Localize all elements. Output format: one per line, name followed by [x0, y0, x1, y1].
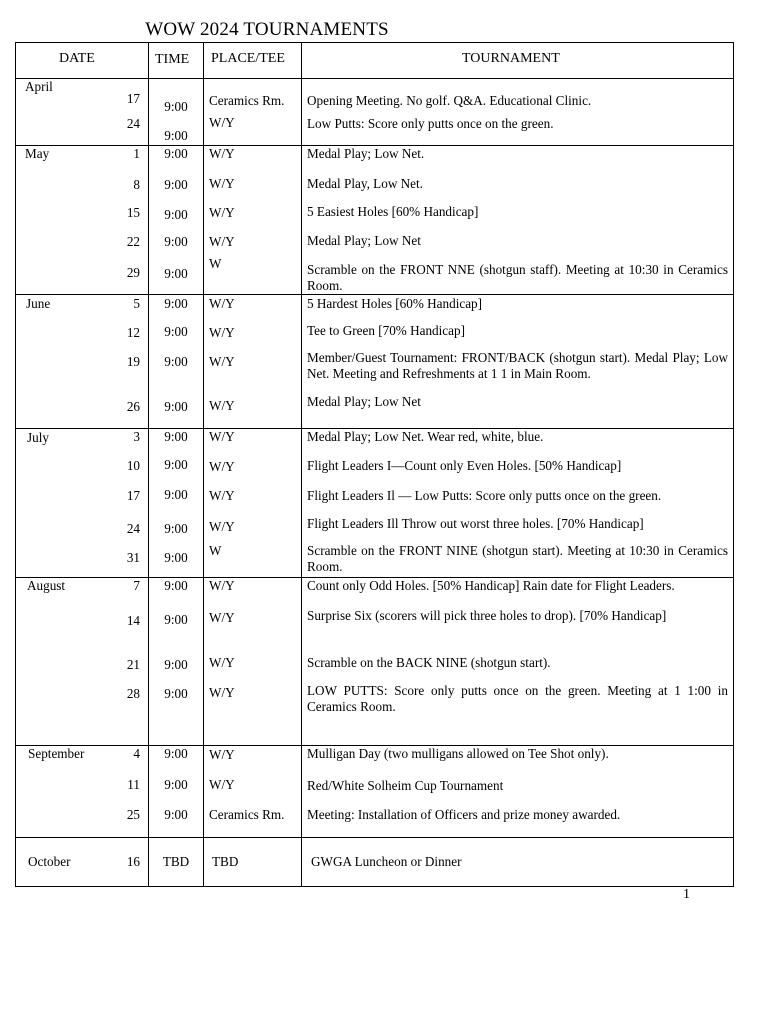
row-time: 9:00 [164, 487, 188, 502]
row-place: W/Y [209, 578, 235, 593]
month-label: June [26, 296, 51, 311]
row-place: W/Y [209, 146, 235, 161]
row-event: Meeting: Installation of Officers and prize money awarded. [307, 807, 621, 822]
row-time: 9:00 [164, 777, 188, 792]
row-day: 16 [126, 854, 140, 869]
row-event: Medal Play, Low Net. [307, 176, 423, 191]
row-time: 9:00 [164, 550, 188, 565]
row-day: 10 [126, 458, 140, 473]
row-day: 21 [126, 657, 140, 672]
row-event: Scramble on the FRONT NNE (shotgun staff). Meeting at 10:30 in Ceramics Room. [307, 262, 728, 293]
row-event: Tee to Green [70% Handicap] [307, 323, 465, 338]
row-divider-3 [15, 294, 734, 295]
row-day: 5 [133, 296, 140, 311]
row-day: 25 [126, 807, 140, 822]
row-time: 9:00 [164, 234, 188, 249]
row-event: LOW PUTTS: Score only putts once on the green. Meeting at 1 1:00 in Ceramics Room. [307, 683, 728, 714]
row-place: W/Y [209, 234, 235, 249]
row-time: TBD [162, 854, 190, 869]
row-day: 17 [126, 91, 140, 106]
row-time: 9:00 [164, 266, 188, 281]
header-tournament: TOURNAMENT [462, 51, 560, 66]
row-day: 26 [126, 399, 140, 414]
row-event: GWGA Luncheon or Dinner [311, 854, 462, 869]
row-place: W/Y [209, 296, 235, 311]
month-label: July [27, 430, 49, 445]
column-divider-3 [301, 42, 302, 887]
row-time: 9:00 [164, 521, 188, 536]
row-day: 11 [127, 777, 140, 792]
row-day: 8 [133, 177, 140, 192]
row-day: 3 [133, 429, 140, 444]
month-label: May [25, 146, 50, 161]
row-event: Count only Odd Holes. [50% Handicap] Rain date for Flight Leaders. [307, 578, 675, 593]
row-day: 29 [126, 265, 140, 280]
row-time: 9:00 [164, 399, 188, 414]
table-border-right [733, 42, 734, 887]
row-day: 14 [126, 613, 140, 628]
row-day: 17 [126, 488, 140, 503]
row-place: W/Y [209, 488, 235, 503]
row-time: 9:00 [164, 296, 188, 311]
row-day: 12 [126, 325, 140, 340]
row-time: 9:00 [164, 578, 188, 593]
row-place: W/Y [209, 610, 235, 625]
column-divider-2 [203, 42, 204, 887]
row-place: W/Y [209, 205, 235, 220]
row-place: W/Y [209, 777, 235, 792]
row-time: 9:00 [164, 354, 188, 369]
row-place: W [209, 256, 222, 271]
row-day: 15 [126, 205, 140, 220]
row-event: Mulligan Day (two mulligans allowed on Tee Shot only). [307, 746, 609, 761]
row-place: W/Y [209, 459, 235, 474]
row-event: Flight Leaders Ill Throw out worst three holes. [70% Handicap] [307, 516, 644, 531]
row-event: Opening Meeting. No golf. Q&A. Educational Clinic. [307, 93, 592, 108]
row-time: 9:00 [164, 177, 188, 192]
table-border-bottom [15, 886, 734, 887]
row-day: 31 [126, 550, 140, 565]
row-event: Member/Guest Tournament: FRONT/BACK (shotgun start). Medal Play; Low Net. Meeting and Refreshments at 1 1 in Main Room. [307, 350, 728, 381]
row-place: W/Y [209, 398, 235, 413]
header-time: TIME [155, 52, 190, 67]
row-place: W/Y [209, 354, 235, 369]
row-place: Ceramics Rm. [209, 93, 285, 108]
row-time: 9:00 [164, 657, 188, 672]
header-place: PLACE/TEE [211, 51, 285, 66]
row-place: W/Y [209, 685, 235, 700]
row-time: 9:00 [164, 128, 188, 143]
table-border-top [15, 42, 734, 43]
month-label: October [28, 854, 71, 869]
row-time: 9:00 [164, 686, 188, 701]
row-event: 5 Hardest Holes [60% Handicap] [307, 296, 483, 311]
row-place: W/Y [209, 115, 235, 130]
row-day: 7 [133, 578, 140, 593]
row-event: Flight Leaders Il — Low Putts: Score only putts once on the green. [307, 488, 662, 503]
month-label: August [27, 578, 66, 593]
row-place: W/Y [209, 519, 235, 534]
row-place: TBD [212, 854, 239, 869]
row-day: 19 [126, 354, 140, 369]
row-place: W [209, 543, 222, 558]
row-time: 9:00 [164, 146, 188, 161]
row-time: 9:00 [164, 429, 188, 444]
month-label: September [28, 746, 85, 761]
row-event: Medal Play; Low Net. [307, 146, 425, 161]
row-place: Ceramics Rm. [209, 807, 285, 822]
row-day: 28 [126, 686, 140, 701]
row-event: 5 Easiest Holes [60% Handicap] [307, 204, 479, 219]
row-event: Flight Leaders I—Count only Even Holes. [50% Handicap] [307, 458, 622, 473]
table-border-left [15, 42, 16, 887]
row-day: 24 [126, 116, 140, 131]
row-divider-1 [15, 78, 734, 79]
row-place: W/Y [209, 176, 235, 191]
row-event: Scramble on the FRONT NINE (shotgun start). Meeting at 10:30 in Ceramics Room. [307, 543, 728, 574]
row-time: 9:00 [164, 746, 188, 761]
row-time: 9:00 [164, 99, 188, 114]
row-place: W/Y [209, 655, 235, 670]
row-time: 9:00 [164, 807, 188, 822]
row-event: Low Putts: Score only putts once on the green. [307, 116, 554, 131]
row-event: Medal Play; Low Net [307, 233, 421, 248]
row-day: 4 [133, 746, 140, 761]
row-event: Medal Play; Low Net [307, 394, 421, 409]
row-place: W/Y [209, 429, 235, 444]
row-day: 24 [126, 521, 140, 536]
page-number: 1 [683, 887, 690, 902]
row-place: W/Y [209, 325, 235, 340]
row-divider-7 [15, 837, 734, 838]
row-time: 9:00 [164, 207, 188, 222]
row-time: 9:00 [164, 457, 188, 472]
row-event: Red/White Solheim Cup Tournament [307, 778, 504, 793]
row-event: Surprise Six (scorers will pick three holes to drop). [70% Handicap] [307, 608, 667, 623]
row-day: 22 [126, 234, 140, 249]
row-event: Scramble on the BACK NINE (shotgun start). [307, 655, 551, 670]
page-title: WOW 2024 TOURNAMENTS [46, 18, 488, 43]
row-place: W/Y [209, 747, 235, 762]
month-label: April [25, 79, 53, 94]
row-event: Medal Play; Low Net. Wear red, white, blue. [307, 429, 544, 444]
row-time: 9:00 [164, 612, 188, 627]
header-date: DATE [59, 51, 95, 66]
row-day: 1 [133, 146, 140, 161]
row-time: 9:00 [164, 324, 188, 339]
